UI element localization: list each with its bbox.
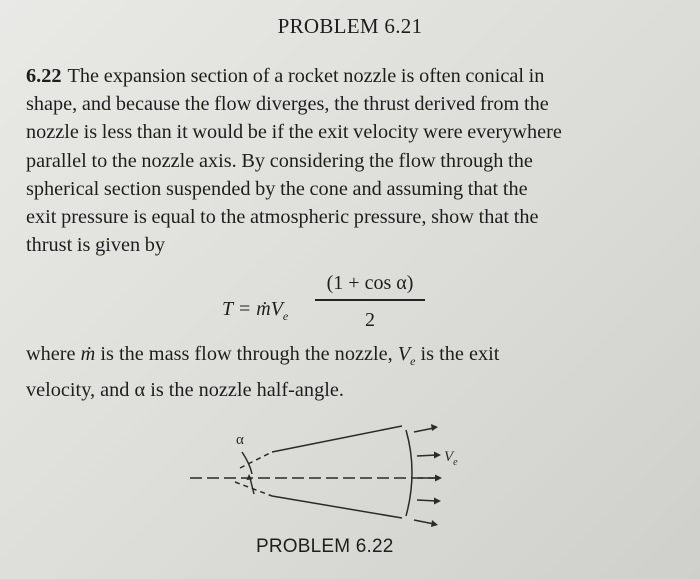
- problem-number: 6.22: [26, 65, 62, 87]
- arrowhead: [247, 474, 253, 480]
- arrowhead: [434, 452, 441, 459]
- definition-line: where ṁ is the mass flow through the nozzle, $V_e$ is the exit: [26, 343, 500, 369]
- alpha-label: α: [236, 432, 244, 448]
- problem-line: spherical section suspended by the cone and assuming that the: [26, 177, 528, 200]
- equation-numerator: (1 + cos α): [326, 272, 414, 294]
- angle-arrow: [250, 478, 254, 494]
- problem-text: [26, 62, 686, 259]
- exit-velocity-label: $V_e$: [444, 449, 458, 468]
- arrowhead: [431, 520, 438, 527]
- equation-fraction: [315, 272, 425, 332]
- equation-lhs: T = ṁV$_e$: [222, 298, 289, 323]
- problem-line: shape, and because the flow diverges, the thrust derived from the: [26, 93, 549, 116]
- cone-upper-line: [240, 452, 272, 468]
- arrowhead: [434, 498, 441, 505]
- velocity-arrow: [414, 428, 434, 432]
- figure-caption: PROBLEM 6.22: [256, 536, 394, 557]
- fraction-bar: [315, 299, 425, 301]
- definitions-text: [26, 340, 666, 405]
- problem-line: exit pressure is equal to the atmospheric pressure, show that the: [26, 206, 539, 229]
- nozzle-diagram: [180, 412, 480, 534]
- problem-line: parallel to the nozzle axis. By considering the flow through the: [26, 149, 533, 172]
- problem-line: nozzle is less than it would be if the exit velocity were everywhere: [26, 121, 562, 144]
- arrowhead: [435, 475, 442, 482]
- page-title: PROBLEM 6.21: [277, 14, 423, 38]
- velocity-arrow: [414, 520, 434, 524]
- arrowhead: [431, 424, 438, 431]
- equation-denominator: 2: [365, 308, 375, 331]
- exit-arc: [406, 430, 412, 516]
- definition-line: velocity, and α is the nozzle half-angle.: [26, 379, 344, 402]
- nozzle-upper-wall: [272, 426, 402, 452]
- problem-line: thrust is given by: [26, 234, 166, 257]
- nozzle-lower-wall: [272, 496, 402, 518]
- problem-line: 6.22 The expansion section of a rocket nozzle is often conical in: [26, 65, 545, 87]
